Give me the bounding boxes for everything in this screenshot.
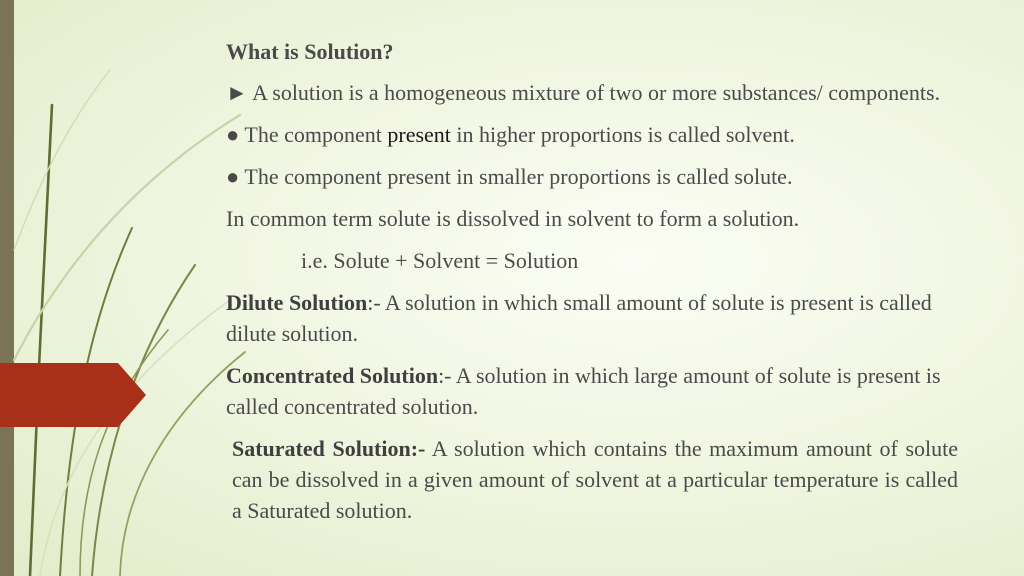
slide-title: What is Solution? [226, 39, 394, 64]
definition-paragraph [226, 77, 958, 108]
solvent-text-pre: The component [244, 122, 388, 147]
definition-text: A solution is a homogeneous mixture of two or more substances/ components. [252, 80, 941, 105]
grass-blade [40, 300, 230, 576]
concentrated-text: :- A solution in which large amount of solute is present is called concentrated solution. [226, 363, 941, 419]
solvent-point [226, 119, 958, 150]
solvent-highlight: present [387, 122, 451, 147]
common-term-line: In common term solute is dissolved in solvent to form a solution. [226, 206, 800, 231]
concentrated-paragraph [226, 360, 958, 422]
section-tab [0, 363, 146, 427]
grass-blade [30, 105, 52, 576]
saturated-term: Saturated Solution:- [232, 436, 426, 461]
dilute-paragraph [226, 287, 958, 349]
grass-blade [14, 70, 110, 250]
concentrated-term: Concentrated Solution [226, 363, 439, 388]
slide-content [226, 36, 958, 526]
dot-bullet-icon: ● [226, 164, 240, 189]
equation-line: i.e. Solute + Solvent = Solution [301, 248, 579, 273]
arrow-bullet-icon: ► [226, 80, 248, 105]
grass-decoration [0, 0, 260, 576]
solute-point [226, 161, 958, 192]
dot-bullet-icon: ● [226, 122, 240, 147]
solvent-text-post: in higher proportions is called solvent. [450, 122, 795, 147]
dilute-term: Dilute Solution [226, 290, 368, 315]
solute-text: The component present in smaller proportions is called solute. [244, 164, 793, 189]
dilute-text: :- A solution in which small amount of solute is present is called dilute solution. [226, 290, 932, 346]
saturated-text: A solution which contains the maximum amount of solute can be dissolved in a given amount of solvent at a particular temperature is called a Saturated solution. [232, 436, 959, 523]
saturated-paragraph [226, 433, 958, 526]
